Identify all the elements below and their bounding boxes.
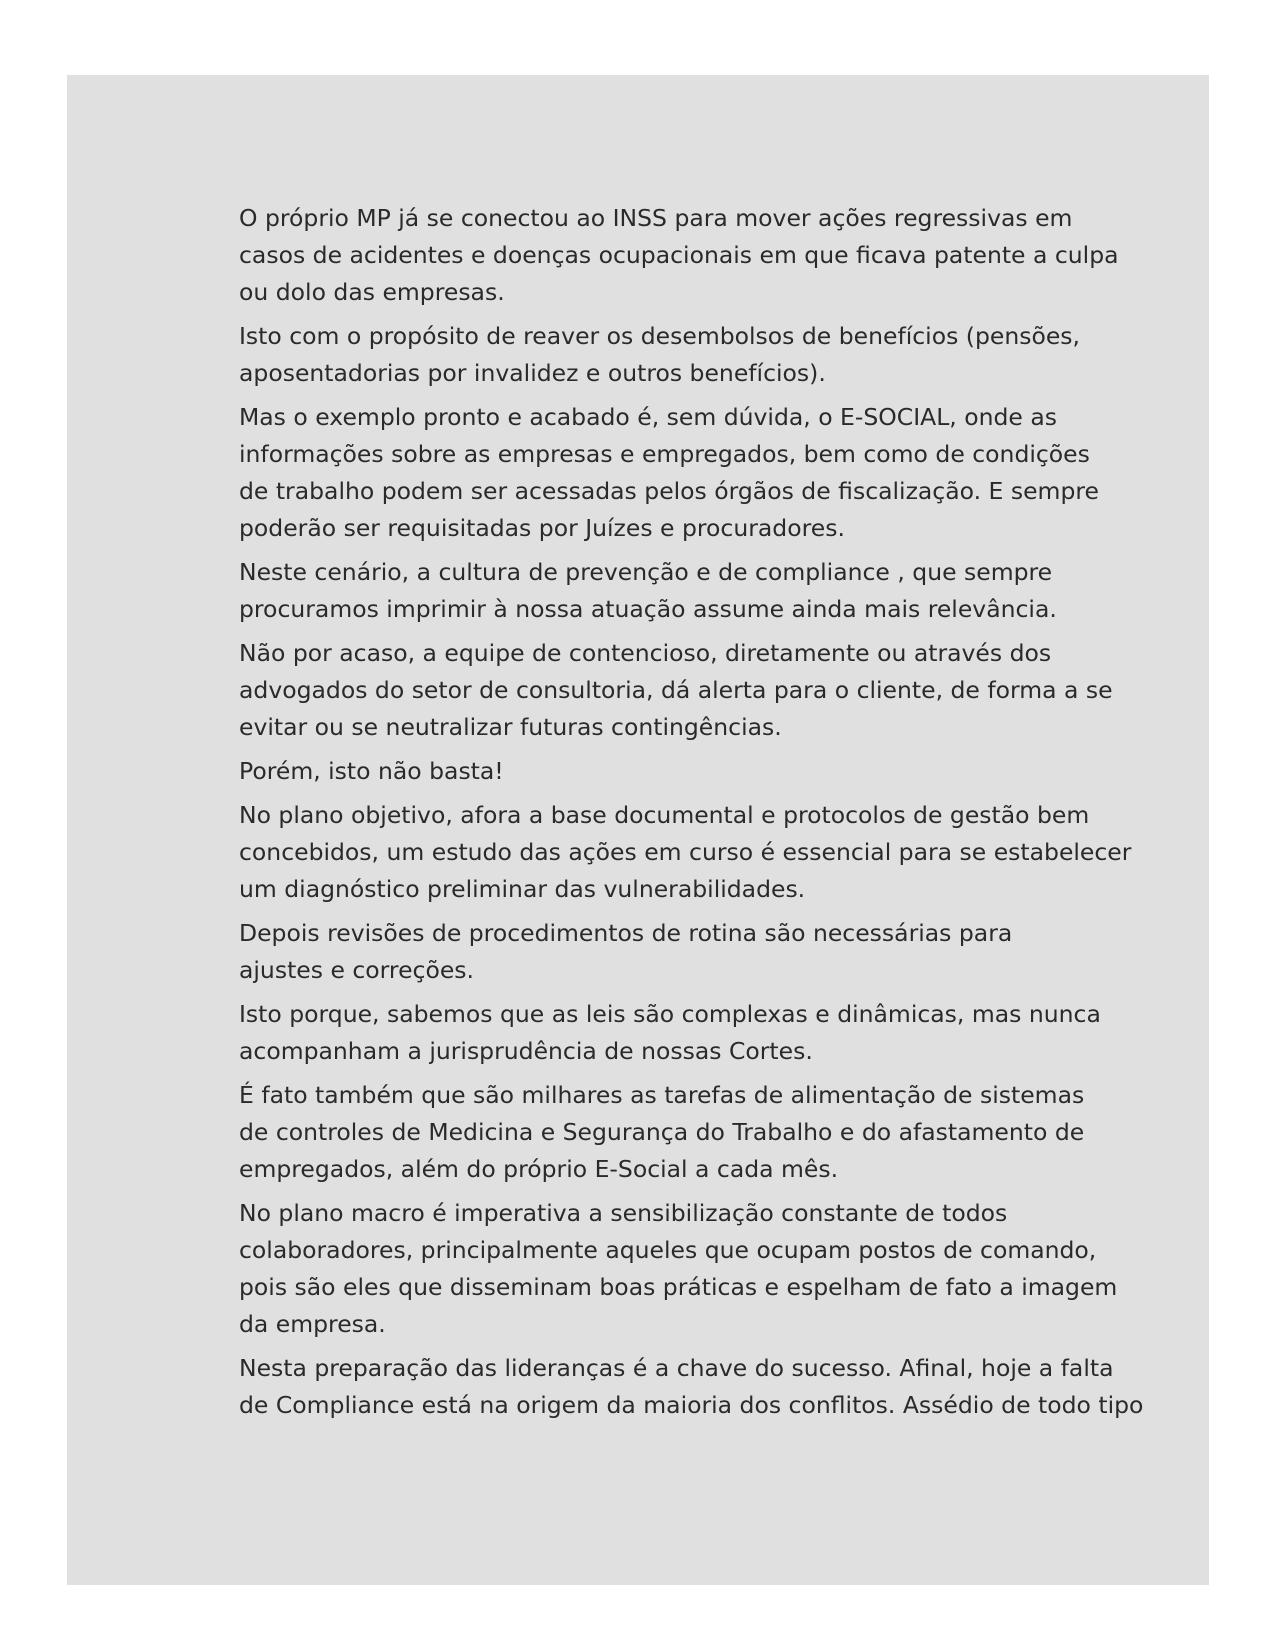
text-line: É fato também que são milhares as tarefas de alimentação de sistemas — [239, 1081, 1085, 1109]
text-line: aposentadorias por invalidez e outros benefícios). — [239, 359, 826, 387]
paragraph — [201, 915, 1081, 989]
paragraph — [201, 753, 1081, 790]
text-line: Isto porque, sabemos que as leis são complexas e dinâmicas, mas nunca — [239, 1000, 1101, 1028]
text-line: empregados, além do próprio E-Social a cada mês. — [239, 1155, 839, 1183]
text-line: de Compliance está na origem da maioria dos conflitos. Assédio de todo tipo — [239, 1391, 1144, 1419]
paragraph — [201, 635, 1113, 746]
text-line: advogados do setor de consultoria, dá alerta para o cliente, de forma a se — [239, 676, 1113, 704]
paragraph — [201, 1195, 1118, 1343]
paragraph — [201, 1077, 1085, 1188]
paragraph — [201, 797, 1132, 908]
text-line: de trabalho podem ser acessadas pelos órgãos de fiscalização. E sempre — [239, 477, 1099, 505]
text-line: um diagnóstico preliminar das vulnerabilidades. — [239, 875, 806, 903]
text-line: No plano macro é imperativa a sensibilização constante de todos — [239, 1199, 1008, 1227]
text-line: casos de acidentes e doenças ocupacionais em que ficava patente a culpa — [239, 241, 1119, 269]
paragraph — [201, 399, 1099, 547]
text-line: Porém, isto não basta! — [239, 757, 504, 785]
text-line: O próprio MP já se conectou ao INSS para mover ações regressivas em — [239, 204, 1073, 232]
text-line: Neste cenário, a cultura de prevenção e de compliance , que sempre — [239, 558, 1053, 586]
paragraph — [201, 318, 1081, 392]
text-line: informações sobre as empresas e empregados, bem como de condições — [239, 440, 1090, 468]
text-line: Isto com o propósito de reaver os desembolsos de benefícios (pensões, — [239, 322, 1081, 350]
text-line: evitar ou se neutralizar futuras contingências. — [239, 713, 782, 741]
text-line: concebidos, um estudo das ações em curso é essencial para se estabelecer — [239, 838, 1132, 866]
text-line: No plano objetivo, afora a base documental e protocolos de gestão bem — [239, 801, 1090, 829]
text-line: colaboradores, principalmente aqueles que ocupam postos de comando, — [239, 1236, 1097, 1264]
text-line: pois são eles que disseminam boas práticas e espelham de fato a imagem — [239, 1273, 1118, 1301]
paragraph — [201, 554, 1081, 628]
text-line: acompanham a jurisprudência de nossas Cortes. — [239, 1037, 813, 1065]
document-body — [201, 200, 1144, 1431]
text-line: Não por acaso, a equipe de contencioso, diretamente ou através dos — [239, 639, 1052, 667]
text-line: procuramos imprimir à nossa atuação assume ainda mais relevância. — [239, 595, 1057, 623]
paragraph — [201, 1350, 1144, 1424]
text-line: Nesta preparação das lideranças é a chave do sucesso. Afinal, hoje a falta — [239, 1354, 1114, 1382]
paragraph — [201, 200, 1119, 311]
text-line: Depois revisões de procedimentos de rotina são necessárias para — [239, 919, 1013, 947]
text-line: Mas o exemplo pronto e acabado é, sem dúvida, o E-SOCIAL, onde as — [239, 403, 1058, 431]
text-line: de controles de Medicina e Segurança do Trabalho e do afastamento de — [239, 1118, 1085, 1146]
text-line: da empresa. — [239, 1310, 386, 1338]
paragraph — [201, 996, 1101, 1070]
text-line: poderão ser requisitadas por Juízes e procuradores. — [239, 514, 845, 542]
text-line: ajustes e correções. — [239, 956, 474, 984]
text-line: ou dolo das empresas. — [239, 278, 505, 306]
